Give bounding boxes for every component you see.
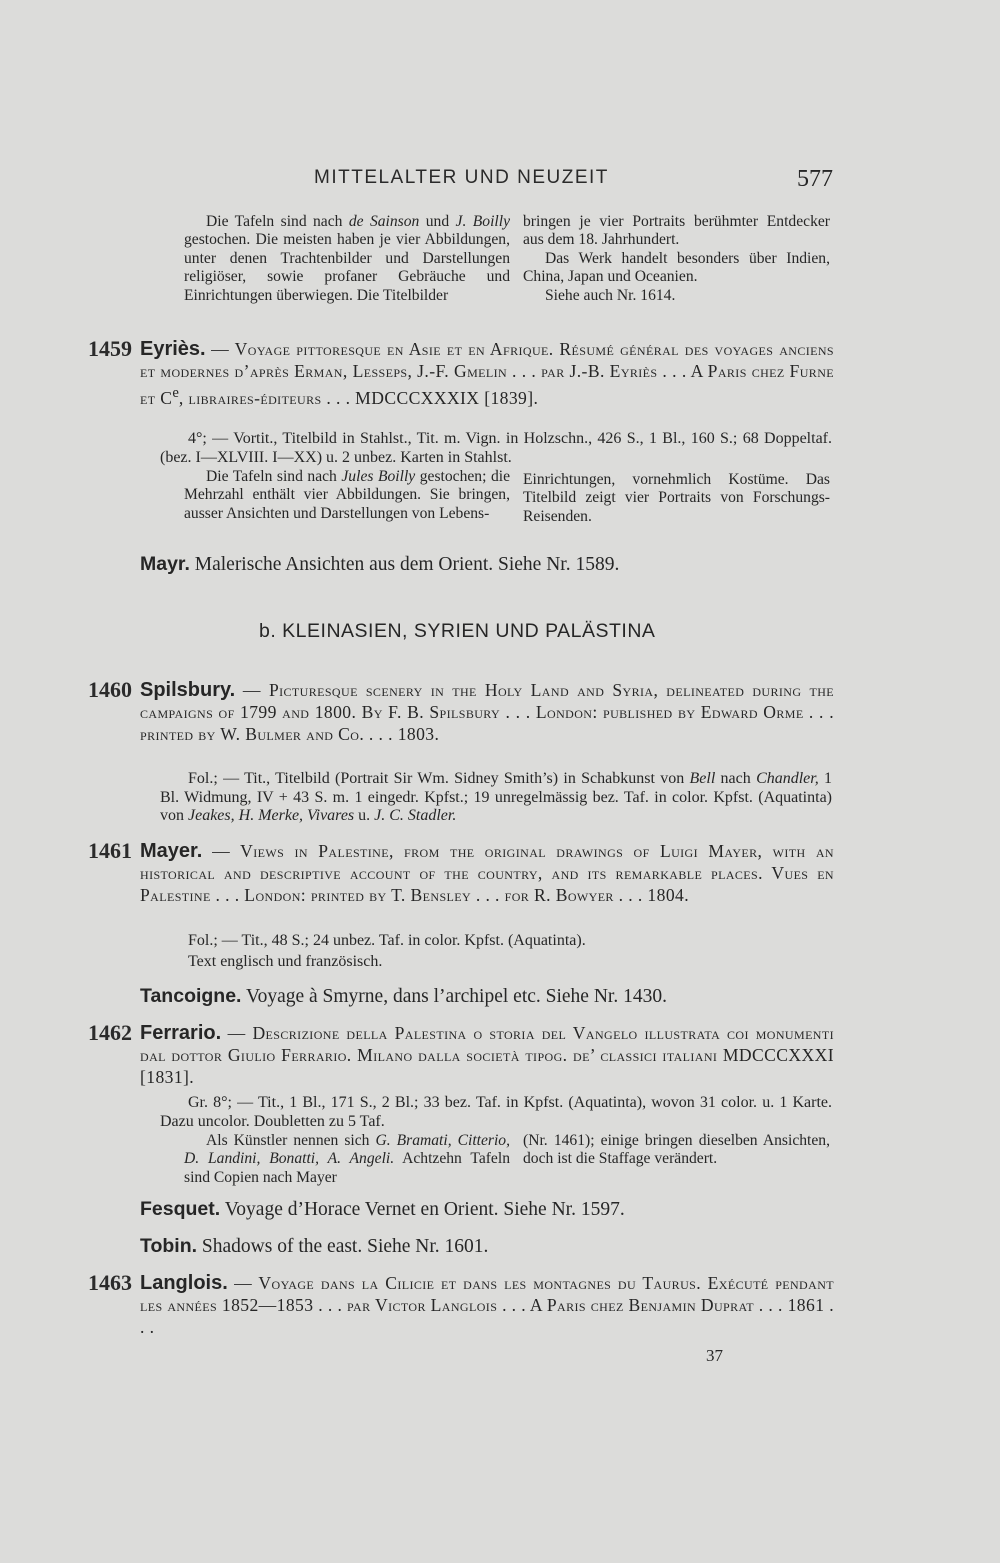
cross-reference: Tobin. Shadows of the east. Siehe Nr. 1601. [140,1235,489,1257]
carryover-note-right [523,213,830,305]
entry-note-left: Als Künstler nennen sich G. Bramati, Citterio, D. Landini, Bonatti, A. Angeli. Achtzehn Tafeln sind Copien nach Mayer [184,1132,511,1186]
entry-note-right: (Nr. 1461); einige bringen dieselben Ansichten, doch ist die Staffage verändert. [523,1132,830,1168]
entry-title: Spilsbury. — Picturesque scenery in the Holy Land and Syria, delineated during the campaigns of 1799 and 1800. By F. B. Spilsbury . . . London: published by Edward Orme . . . printed by W. Bulmer and Co. . . . 1803. [140,679,834,744]
entry-number: 1461 [88,838,132,863]
printer-signature: 37 [706,1346,723,1365]
entry-note: Text englisch und französisch. [188,953,383,970]
cross-reference: Tancoigne. Voyage à Smyrne, dans l’archipel etc. Siehe Nr. 1430. [140,985,667,1007]
reference-author: Tancoigne. [140,985,242,1007]
entry-author: Ferrario. [140,1022,222,1044]
entry-number: 1460 [88,677,132,702]
entry-collation: Gr. 8°; — Tit., 1 Bl., 171 S., 2 Bl.; 33 bez. Taf. in Kpfst. (Aquatinta), wovon 31 color. u. 1 Karte. Dazu uncolor. Doubletten zu 5 Taf. [160,1094,832,1130]
entry-title: Ferrario. — Descrizione della Palestina o storia del Vangelo illustrata coi monumenti dal dottor Giulio Ferrario. Milano dalla società tipog. de’ classici italiani MDCCCXXXI [1831]. [140,1022,834,1087]
reference-author: Mayr. [140,553,190,575]
entry-collation: Fol.; — Tit., 48 S.; 24 unbez. Taf. in color. Kpfst. (Aquatinta). [188,932,586,949]
entry-author: Spilsbury. [140,679,236,701]
cross-reference: Mayr. Malerische Ansichten aus dem Orient. Siehe Nr. 1589. [140,553,620,575]
entry-collation: 4°; — Vortit., Titelbild in Stahlst., Tit. m. Vign. in Holzschn., 426 S., 1 Bl., 160 S.; 68 Doppeltaf. (bez. I—XLVIII. I—XX) u. 2 unbez. Karten in Stahlst. [160,430,832,466]
entry-number: 1462 [88,1020,132,1045]
cross-reference: Fesquet. Voyage d’Horace Vernet en Orient. Siehe Nr. 1597. [140,1198,625,1220]
entry-title: Mayer. — Views in Palestine, from the original drawings of Luigi Mayer, with an historical and descriptive account of the country, and its remarkable places. Vues en Palestine . . . London: printed by T. Bensley . . . for R. Bowyer . . . 1804. [140,840,834,905]
entry-number: 1463 [88,1270,132,1295]
entry-author: Mayer. [140,840,203,862]
entry-author: Eyriès. [140,338,206,360]
section-heading: b. KLEINASIEN, SYRIEN UND PALÄSTINA [259,620,656,642]
entry-number: 1459 [88,336,132,361]
page-number: 577 [797,166,833,192]
reference-author: Fesquet. [140,1198,221,1220]
entry-collation: Fol.; — Tit., Titelbild (Portrait Sir Wm. Sidney Smith’s) in Schabkunst von Bell nach Chandler, 1 Bl. Widmung, IV + 43 S. m. 1 eingedr. Kpfst.; 19 unregelmässig bez. Taf. in color. Kpfst. (Aquatinta) von Jeakes, H. Merke, Vivares u. J. C. Stadler. [160,770,833,825]
running-title: MITTELALTER UND NEUZEIT [314,167,609,188]
carryover-text-2: Das Werk handelt besonders über Indien, China, Japan und Oceanien. [523,249,830,286]
entry-note-left: Die Tafeln sind nach Jules Boilly gestochen; die Mehrzahl enthält vier Abbildungen. Sie bringen, ausser Ansichten und Darstellungen von Lebens- [184,468,510,522]
carryover-text-3: Siehe auch Nr. 1614. [545,286,676,304]
reference-author: Tobin. [140,1235,198,1257]
entry-title: Eyriès. — Voyage pittoresque en Asie et en Afrique. Résumé général des voyages anciens et modernes d’après Erman, Lesseps, J.-F. Gmelin . . . par J.-B. Eyriès . . . A Paris chez Furne et Ce, libraires-éditeurs . . . MDCCCXXXIX [1839]. [140,338,834,408]
carryover-text-1: bringen je vier Portraits berühmter Entdecker aus dem 18. Jahrhundert. [523,213,830,249]
carryover-note-left: Die Tafeln sind nach de Sainson und J. Boilly gestochen. Die meisten haben je vier Abbildungen, unter denen Trachtenbilder und Darstellungen religiöser, sowie profaner Gebräuche und Einrichtungen überwiegen. Die Titelbilder [184,213,510,304]
entry-note-right: Einrichtungen, vornehmlich Kostüme. Das Titelbild zeigt vier Portraits von Forschungs-Reisenden. [523,471,830,525]
entry-title: Langlois. — Voyage dans la Cilicie et dans les montagnes du Taurus. Exécuté pendant les années 1852—1853 . . . par Victor Langlois . . . A Paris chez Benjamin Duprat . . . 1861 . . . [140,1272,834,1337]
entry-author: Langlois. [140,1272,228,1294]
